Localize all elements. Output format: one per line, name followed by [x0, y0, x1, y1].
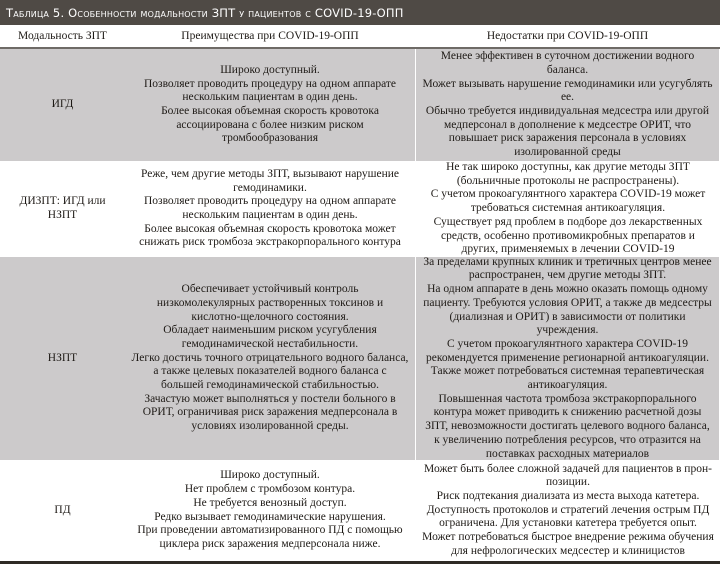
table-header	[0, 25, 720, 49]
advantage-item: Обладает наименьшим риском усугубления гемодинамической нестабильности.	[163, 324, 377, 350]
disadvantages-cell	[415, 49, 720, 161]
advantages-cell	[125, 161, 415, 257]
table-row-igd	[0, 49, 720, 161]
disadvantage-item: Существует ряд проблем в подборе доз лекарственных средств, особенно противомикробных препаратов и других, применяемых в лечении COVID-19	[433, 215, 703, 256]
disadvantage-item: Не так широко доступны, как другие методы ЗПТ (больничные протоколы не распространены).	[446, 161, 690, 187]
advantages-cell	[125, 460, 415, 561]
modality-label: ПД	[54, 503, 71, 516]
disadvantages-cell	[415, 257, 720, 460]
advantage-item: Легко достичь точного отрицательного водного баланса, а также целевых показателей водного баланса с большей гемодинамической стабильностью.	[131, 351, 409, 392]
disadvantage-item: Обычно требуется индивидуальная медсестра или другой медперсонал в дополнение к медсестре ОРИТ, что повышает риск заражения персонала в условиях изолированной среды	[425, 105, 710, 159]
advantage-item: Позволяет проводить процедуру на одном аппарате нескольким пациентам в один день.	[143, 77, 397, 104]
disadvantage-item: С учетом прокоагулянтного характера COVID-19 может требоваться системная антикоагуляция.	[430, 188, 706, 215]
advantages-cell	[125, 49, 415, 161]
advantages-cell	[125, 257, 415, 460]
column-header-modality: Модальность ЗПТ	[18, 30, 107, 42]
column-header-advantages: Преимущества при COVID-19-ОПП	[181, 30, 359, 42]
column-header-disadvantages: Недостатки при COVID-19-ОПП	[486, 30, 649, 42]
disadvantage-item: На одном аппарате в день можно оказать помощь одному пациенту. Требуются условия ОРИТ, а также дв медсестры (диализная и ОРИТ) в зависимости от политики учреждения.	[423, 283, 712, 337]
disadvantage-item: Менее эффективен в суточном достижении водного баланса.	[440, 50, 695, 76]
table-row-pd	[0, 460, 720, 561]
disadvantage-item: С учетом прокоагулянтного характера COVID-19 рекомендуется применение регионарной антикоагуляции.	[426, 337, 709, 364]
advantage-item: Редко вызывает гемодинамические нарушения.	[154, 510, 386, 523]
disadvantage-item: Может быть более сложной задачей для пациентов в прон-позиции.	[424, 462, 712, 489]
modality-label: ДИЗПТ: ИГД или НЗПТ	[19, 195, 106, 221]
advantage-item: Позволяет проводить процедуру на одном аппарате нескольким пациентам в один день.	[143, 195, 397, 221]
advantage-item: Широко доступный.	[220, 469, 320, 482]
modality-cell	[0, 49, 125, 161]
disadvantage-item: Может потребоваться быстрое внедрение режима обучения для нефрологических медсестер и клиницистов	[422, 531, 714, 557]
modality-cell	[0, 161, 125, 257]
modality-label: ИГД	[51, 98, 74, 111]
table-title: Таблица 5. Особенности модальности ЗПТ у пациентов с COVID-19-ОПП	[0, 0, 720, 25]
modality-label: НЗПТ	[47, 351, 78, 364]
advantage-item: Широко доступный.	[220, 63, 320, 76]
disadvantage-item: За пределами крупных клиник и третичных центров менее распространен, чем другие методы ЗПТ.	[423, 255, 712, 282]
disadvantages-cell	[415, 460, 720, 561]
advantage-item: Реже, чем другие методы ЗПТ, вызывают нарушение гемодинамики.	[140, 167, 400, 194]
modality-cell	[0, 460, 125, 561]
advantage-item: Нет проблем с тромбозом контура.	[184, 483, 356, 496]
disadvantage-item: Повышенная частота тромбоза экстракорпорального контура может приводить к снижению расчетной дозы ЗПТ, невозможности достигать целевого водного баланса, к увеличению потребления ресурсов, что отразится на поставках расходных материалов	[425, 392, 710, 460]
disadvantages-cell	[415, 161, 720, 257]
table-row-dizpt	[0, 161, 720, 257]
table-row-nzpt	[0, 257, 720, 460]
disadvantage-item: Также может потребоваться системная терапевтическая антикоагуляция.	[430, 365, 705, 392]
disadvantage-item: Доступность протоколов и стратегий лечения острым ПД ограничена. Для установки катетера требуется опыт.	[426, 503, 710, 530]
advantage-item: Не требуется венозный доступ.	[193, 496, 347, 509]
disadvantage-item: Риск подтекания диализата из места выхода катетера.	[436, 489, 700, 502]
advantage-item: Более высокая объемная скорость кровотока может снижать риск тромбоза экстракорпорального контура	[139, 222, 401, 249]
disadvantage-item: Может вызывать нарушение гемодинамики или усугублять ее.	[422, 77, 713, 104]
advantage-item: При проведении автоматизированного ПД с помощью циклера риск заражения медперсонала ниже.	[137, 524, 403, 550]
advantage-item: Обеспечивает устойчивый контроль низкомолекулярных растворенных токсинов и кислотно-щелочного состояния.	[156, 283, 384, 323]
advantage-item: Зачастую может выполняться у постели больного в ОРИТ, ограничивая риск заражения медперсонала в условиях изолированной среды.	[142, 392, 398, 433]
modality-cell	[0, 257, 125, 460]
advantage-item: Более высокая объемная скорость кровотока ассоциирована с более низким риском тромбообразования	[161, 105, 379, 145]
